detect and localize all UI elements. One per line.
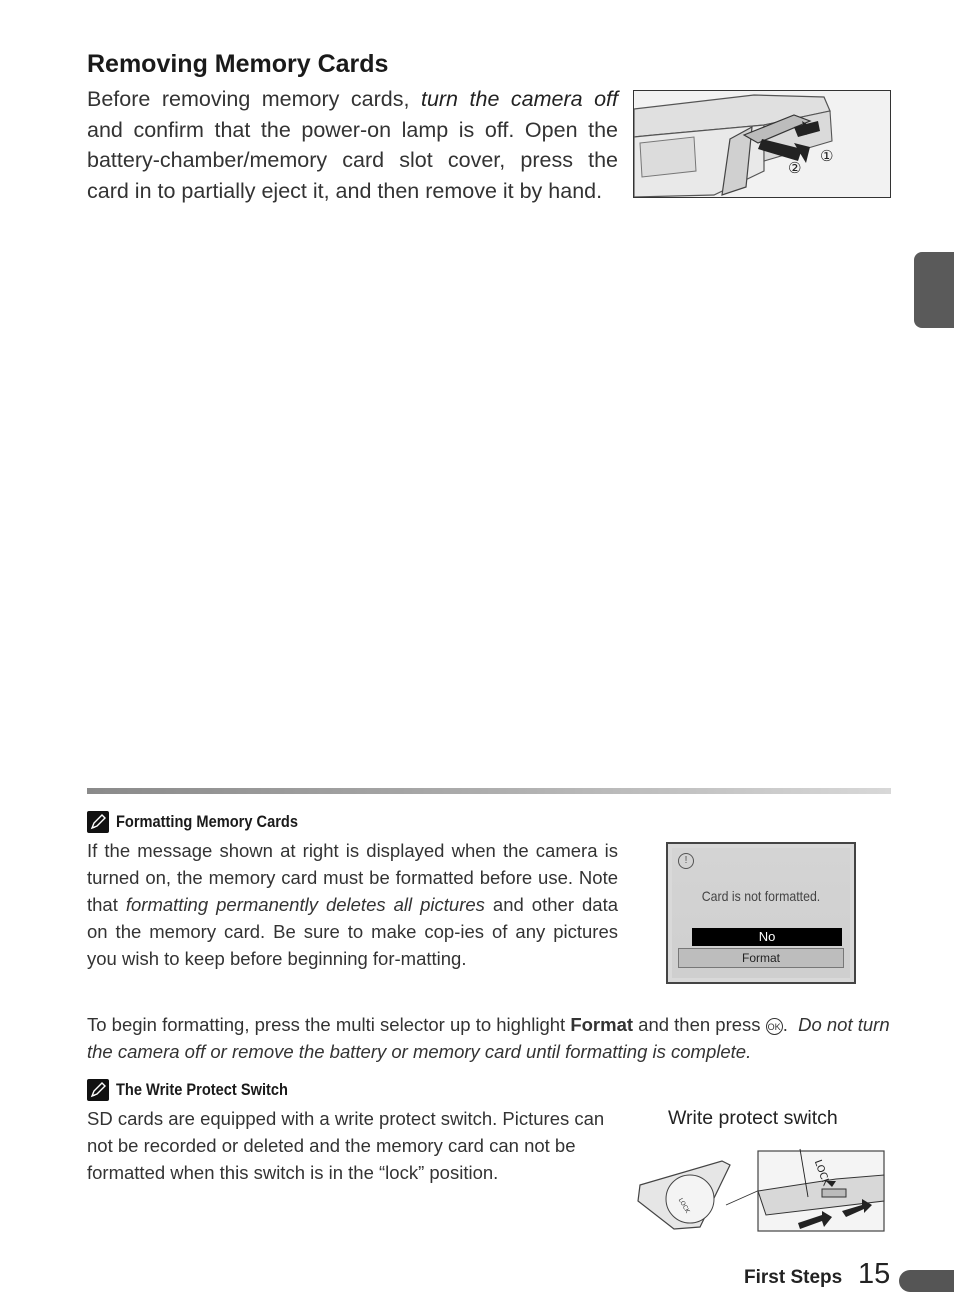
section-heading-removing: Removing Memory Cards [87, 50, 389, 78]
note-pencil-icon [87, 811, 109, 833]
note-pencil-icon [87, 1079, 109, 1101]
switch-lock-label: LOCK [811, 1158, 832, 1188]
card-not-formatted-screen [666, 842, 856, 984]
card-lock-label: LOCK [676, 1197, 691, 1215]
sd-card-illustration [636, 1145, 888, 1235]
ok-button-icon: OK [766, 1018, 783, 1035]
formatting-paragraph: If the message shown at right is displayed when the camera is turned on, the memory card must be formatted before use. Note that formatting permanently deletes all pictures and other data on the memory card. Be sure to make cop-ies of any pictures you wish to keep before beginning for-matting. [87, 840, 618, 969]
footer-tab [899, 1270, 954, 1292]
option-format: Format [678, 948, 844, 968]
footer-section-label: First Steps [744, 1267, 843, 1288]
removing-paragraph: Before removing memory cards, turn the camera off and confirm that the power-on lamp is off. Open the battery-chamber/memory card slot cover, press the card in to partially eject it, and then remove it by hand. [87, 87, 619, 203]
write-protect-label: Write protect switch [668, 1107, 838, 1129]
step-2-marker: ② [788, 159, 802, 177]
section-divider [87, 788, 891, 794]
option-no: No [692, 928, 842, 946]
format-instructions: To begin formatting, press the multi selector up to highlight Format and then press OK . Do not turn the camera off or remove the battery or memory card until formatting is complete. [87, 1014, 890, 1062]
write-protect-paragraph: SD cards are equipped with a write protect switch. Pictures can not be recorded or deleted and the memory card can not be formatted when this switch is in the “lock” position. [87, 1108, 605, 1183]
screen-message: Card is not formatted. [701, 888, 821, 904]
step-1-marker: ① [820, 147, 834, 165]
chapter-side-tab [914, 252, 954, 328]
camera-card-removal-illustration [633, 90, 891, 198]
warning-icon: ! [678, 853, 694, 869]
page-number: 15 [858, 1258, 891, 1290]
camera-illustration [634, 91, 890, 197]
